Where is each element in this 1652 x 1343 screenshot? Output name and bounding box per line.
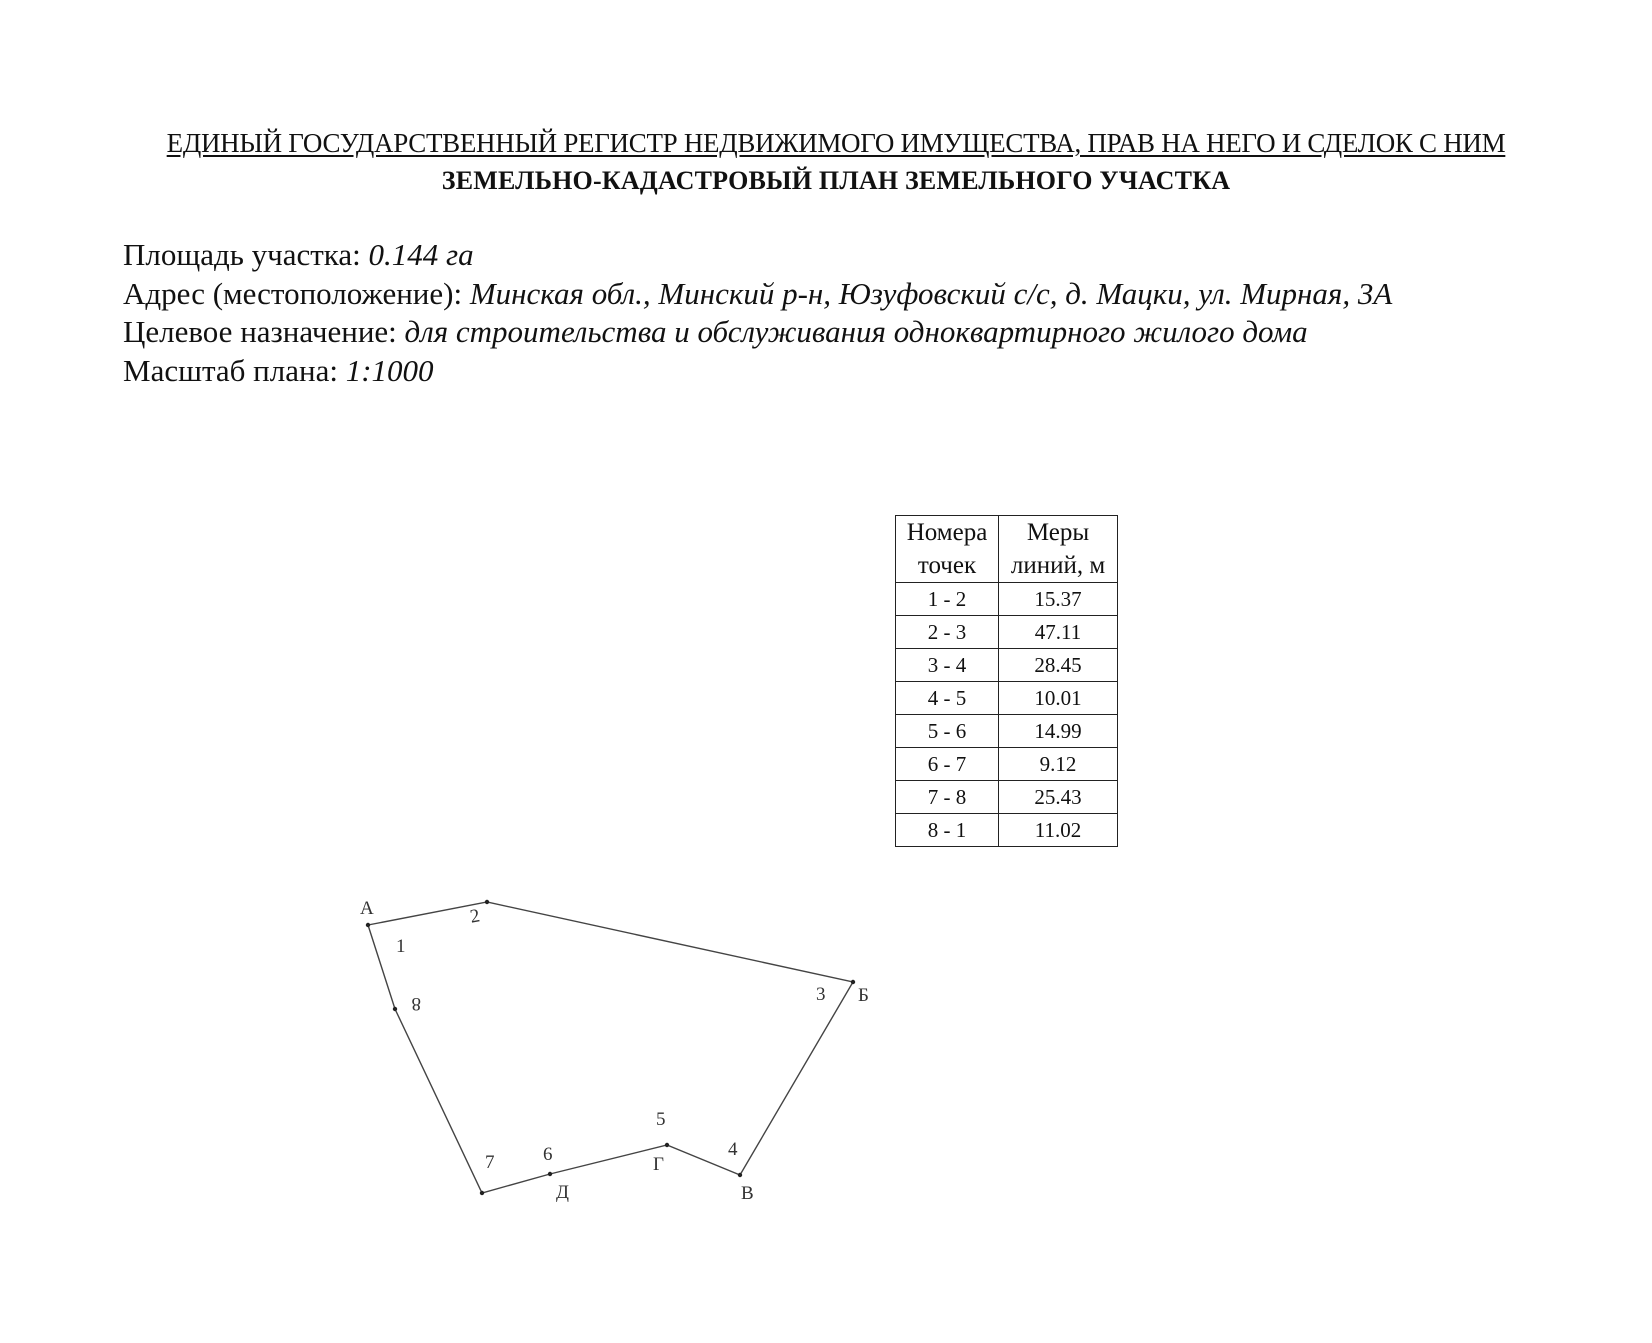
neighbor-letter-label: Б — [858, 985, 869, 1006]
length-cell: 15.37 — [999, 583, 1118, 616]
length-cell: 25.43 — [999, 781, 1118, 814]
points-cell: 8 - 1 — [896, 814, 999, 847]
boundary-point-marker — [485, 900, 489, 904]
address-label: Адрес (местоположение): — [123, 275, 470, 311]
neighbor-letter-label: Д — [556, 1182, 569, 1203]
neighbor-letter-label: В — [741, 1183, 754, 1204]
points-cell: 6 - 7 — [896, 748, 999, 781]
length-cell: 9.12 — [999, 748, 1118, 781]
lengths-header: Меры линий, м — [999, 516, 1118, 583]
area-value: 0.144 га — [368, 237, 474, 272]
boundary-point-marker — [393, 1007, 397, 1011]
purpose-value: для строительства и обслуживания одноквартирного жилого дома — [404, 314, 1308, 349]
points-cell: 7 - 8 — [896, 781, 999, 814]
points-cell: 5 - 6 — [896, 715, 999, 748]
boundary-point-marker — [548, 1172, 552, 1176]
point-number-label: 5 — [656, 1109, 666, 1130]
boundary-point-marker — [665, 1143, 669, 1147]
point-number-label: 1 — [396, 936, 406, 957]
points-cell: 1 - 2 — [896, 583, 999, 616]
length-cell: 10.01 — [999, 682, 1118, 715]
points-header: Номера точек — [896, 516, 999, 583]
neighbor-letter-label: Г — [653, 1154, 664, 1175]
points-cell: 3 - 4 — [896, 649, 999, 682]
length-cell: 11.02 — [999, 814, 1118, 847]
point-number-label: 4 — [728, 1139, 738, 1160]
point-number-label: 2 — [468, 905, 482, 928]
boundary-point-marker — [366, 923, 370, 927]
area-label: Площадь участка: — [123, 237, 369, 272]
address-value: Минская обл., Минский р-н, Юзуфовский с/с, д. Мацки, ул. Мирная, 3А — [469, 275, 1393, 311]
point-number-label: 8 — [411, 993, 421, 1014]
registry-title: ЕДИНЫЙ ГОСУДАРСТВЕННЫЙ РЕГИСТР НЕДВИЖИМОГО ИМУЩЕСТВА, ПРАВ НА НЕГО И СДЕЛОК С НИМ — [166, 128, 1506, 158]
length-cell: 47.11 — [999, 616, 1118, 649]
purpose-label: Целевое назначение: — [123, 314, 405, 349]
neighbor-letter-label: А — [360, 898, 374, 919]
scale-label: Масштаб плана: — [123, 352, 346, 388]
plan-title: ЗЕМЕЛЬНО-КАДАСТРОВЫЙ ПЛАН ЗЕМЕЛЬНОГО УЧАСТКА — [441, 166, 1231, 195]
scale-value: 1:1000 — [345, 352, 434, 388]
point-number-label: 6 — [543, 1144, 553, 1165]
point-number-label: 3 — [816, 984, 826, 1005]
length-cell: 28.45 — [999, 649, 1118, 682]
boundary-point-marker — [480, 1191, 484, 1195]
point-number-label: 7 — [485, 1152, 495, 1173]
boundary-point-marker — [851, 980, 855, 984]
length-cell: 14.99 — [999, 715, 1118, 748]
boundary-point-marker — [738, 1173, 742, 1177]
points-cell: 4 - 5 — [896, 682, 999, 715]
plot-boundary — [368, 902, 853, 1193]
points-cell: 2 - 3 — [896, 616, 999, 649]
